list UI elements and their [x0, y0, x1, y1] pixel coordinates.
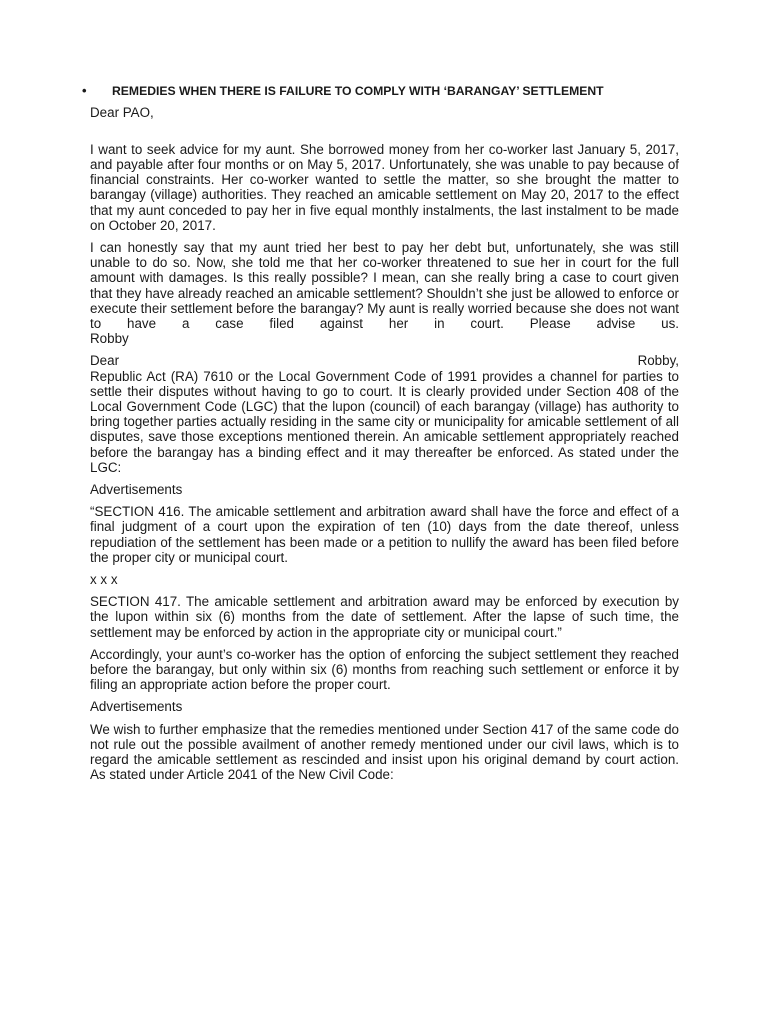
advertisements-label-2: Advertisements — [90, 699, 183, 715]
letter-paragraph-2: I can honestly say that my aunt tried her best to pay her debt but, unfortunately, she was still unable to do so. Now, she told me that her co-worker threatened to sue her in court for the full amount with damages. Is this really possible? I mean, can she really bring a case to court given that they have already reached an amicable settlement? Shouldn’t she just be allowed to enforce or execute their settlement before the barangay? My aunt is really worried because she does not want to have a case filed against her in court. Please advise us. — [90, 239, 679, 331]
paragraph-final: We wish to further emphasize that the remedies mentioned under Section 417 of the same code do not rule out the possible availment of another remedy mentioned under our civil laws, which is to regard the amicable settlement as rescinded and insist upon his original demand by court action. As stated under Article 2041 of the New Civil Code: — [90, 721, 679, 783]
reply-salutation-right: Robby, — [637, 353, 679, 369]
document-heading — [90, 84, 679, 99]
letter-signature: Robby — [90, 331, 129, 347]
paragraph-accordingly: Accordingly, your aunt’s co-worker has the option of enforcing the subject settlement they reached before the barangay, but only within six (6) months from reaching such settlement or enforce it by filing an appropriate action before the proper court. — [90, 646, 679, 693]
omission-marker: x x x — [90, 571, 118, 587]
advertisements-label-1: Advertisements — [90, 481, 183, 497]
section-417-quote: SECTION 417. The amicable settlement and arbitration award may be enforced by execution by the lupon within six (6) months from the date of settlement. After the lapse of such time, the settlement may be enforced by action in the appropriate city or municipal court.” — [90, 594, 679, 640]
reply-salutation-left: Dear — [90, 353, 120, 369]
section-416-quote: “SECTION 416. The amicable settlement and arbitration award shall have the force and effect of a final judgment of a court upon the expiration of ten (10) days from the date thereof, unless repudiation of the settlement has been made or a petition to nullify the award has been filed before the proper city or municipal court. — [90, 504, 679, 565]
letter-salutation: Dear PAO, — [90, 104, 154, 120]
letter-paragraph-1: I want to seek advice for my aunt. She borrowed money from her co-worker last January 5, 2017, and payable after four months or on May 5, 2017. Unfortunately, she was unable to pay because of financial constraints. Her co-worker wanted to settle the matter, so she brought the matter to barangay (village) authorities. They reached an amicable settlement on May 20, 2017 to the effect that my aunt conceded to pay her in five equal monthly instalments, the last instalment to be made on October 20, 2017. — [90, 141, 679, 233]
reply-paragraph-1: Republic Act (RA) 7610 or the Local Government Code of 1991 provides a channel for parties to settle their disputes without having to go to court. It is clearly provided under Section 408 of the Local Government Code (LGC) that the lupon (council) of each barangay (village) has authority to bring together parties actually residing in the same city or municipality for amicable settlement of all disputes, save those exceptions mentioned therein. An amicable settlement appropriately reached before the barangay has a binding effect and it may thereafter be enforced. As stated under the LGC: — [90, 368, 679, 475]
reply-salutation — [90, 353, 679, 368]
heading-text: REMEDIES WHEN THERE IS FAILURE TO COMPLY WITH ‘BARANGAY’ SETTLEMENT — [112, 84, 604, 98]
document-page — [90, 84, 679, 789]
